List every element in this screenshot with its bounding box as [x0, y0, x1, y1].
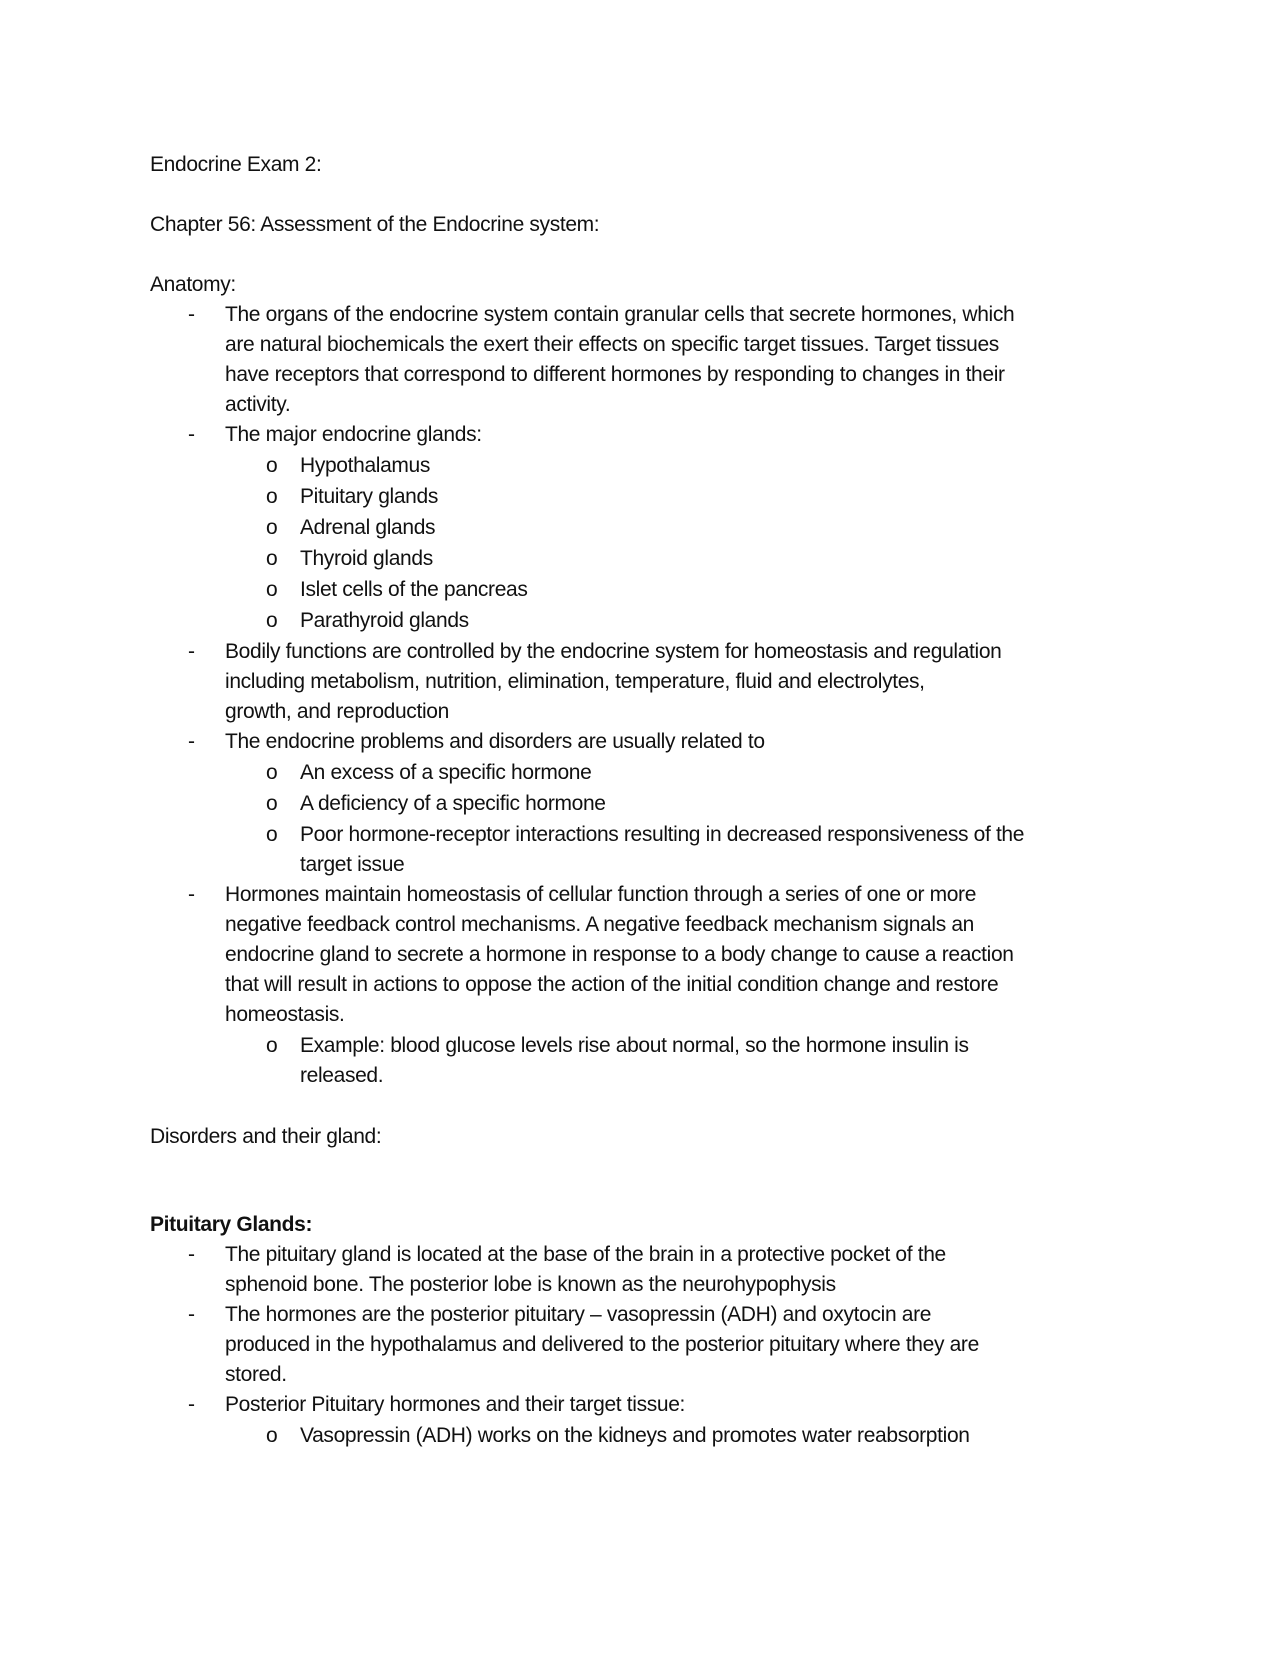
paragraph-line: stored.	[225, 1363, 287, 1386]
paragraph-line: negative feedback control mechanisms. A negative feedback mechanism signals an	[225, 913, 974, 936]
paragraph-line: including metabolism, nutrition, elimination, temperature, fluid and electrolytes,	[225, 670, 925, 693]
paragraph-line: produced in the hypothalamus and delivered to the posterior pituitary where they are	[225, 1333, 979, 1356]
paragraph-line: growth, and reproduction	[225, 700, 449, 723]
circle-bullet: o	[266, 1034, 278, 1057]
dash-bullet: -	[188, 1393, 195, 1416]
paragraph-line: The endocrine problems and disorders are usually related to	[225, 730, 765, 753]
dash-bullet: -	[188, 883, 195, 906]
circle-bullet: o	[266, 578, 278, 601]
list-item-example: Example: blood glucose levels rise about normal, so the hormone insulin is	[300, 1034, 969, 1057]
disorders-heading: Disorders and their gland:	[150, 1125, 382, 1148]
list-item-parathyroid: Parathyroid glands	[300, 609, 469, 632]
dash-bullet: -	[188, 730, 195, 753]
dash-bullet: -	[188, 640, 195, 663]
list-item-thyroid: Thyroid glands	[300, 547, 433, 570]
dash-bullet: -	[188, 303, 195, 326]
pituitary-heading: Pituitary Glands:	[150, 1213, 313, 1236]
circle-bullet: o	[266, 1424, 278, 1447]
paragraph-line: sphenoid bone. The posterior lobe is known as the neurohypophysis	[225, 1273, 836, 1296]
paragraph-line: Posterior Pituitary hormones and their target tissue:	[225, 1393, 686, 1416]
paragraph-line: Bodily functions are controlled by the endocrine system for homeostasis and regulation	[225, 640, 1002, 663]
paragraph-line: homeostasis.	[225, 1003, 345, 1026]
list-item-pituitary: Pituitary glands	[300, 485, 438, 508]
chapter-heading: Chapter 56: Assessment of the Endocrine system:	[150, 213, 600, 236]
list-item-hypothalamus: Hypothalamus	[300, 454, 431, 477]
paragraph-line: have receptors that correspond to different hormones by responding to changes in their	[225, 363, 1005, 386]
anatomy-heading: Anatomy:	[150, 273, 236, 296]
paragraph-line: activity.	[225, 393, 291, 416]
circle-bullet: o	[266, 485, 278, 508]
circle-bullet: o	[266, 761, 278, 784]
circle-bullet: o	[266, 792, 278, 815]
paragraph-line: The major endocrine glands:	[225, 423, 482, 446]
dash-bullet: -	[188, 423, 195, 446]
list-item-poor-interaction-cont: target issue	[300, 853, 405, 876]
circle-bullet: o	[266, 547, 278, 570]
dash-bullet: -	[188, 1303, 195, 1326]
list-item-poor-interaction: Poor hormone-receptor interactions resulting in decreased responsiveness of the	[300, 823, 1025, 846]
circle-bullet: o	[266, 516, 278, 539]
list-item-example-cont: released.	[300, 1064, 384, 1087]
list-item-adrenal: Adrenal glands	[300, 516, 436, 539]
paragraph-line: The hormones are the posterior pituitary – vasopressin (ADH) and oxytocin are	[225, 1303, 932, 1326]
list-item-excess: An excess of a specific hormone	[300, 761, 592, 784]
list-item-vasopressin: Vasopressin (ADH) works on the kidneys and promotes water reabsorption	[300, 1424, 970, 1447]
document-title: Endocrine Exam 2:	[150, 153, 322, 176]
list-item-deficiency: A deficiency of a specific hormone	[300, 792, 606, 815]
dash-bullet: -	[188, 1243, 195, 1266]
paragraph-line: The pituitary gland is located at the base of the brain in a protective pocket of the	[225, 1243, 946, 1266]
circle-bullet: o	[266, 609, 278, 632]
circle-bullet: o	[266, 454, 278, 477]
paragraph-line: The organs of the endocrine system contain granular cells that secrete hormones, which	[225, 303, 1015, 326]
paragraph-line: endocrine gland to secrete a hormone in response to a body change to cause a reaction	[225, 943, 1014, 966]
paragraph-line: are natural biochemicals the exert their effects on specific target tissues. Target tissues	[225, 333, 999, 356]
paragraph-line: that will result in actions to oppose the action of the initial condition change and restore	[225, 973, 999, 996]
paragraph-line: Hormones maintain homeostasis of cellular function through a series of one or more	[225, 883, 977, 906]
circle-bullet: o	[266, 823, 278, 846]
list-item-islet-cells: Islet cells of the pancreas	[300, 578, 528, 601]
